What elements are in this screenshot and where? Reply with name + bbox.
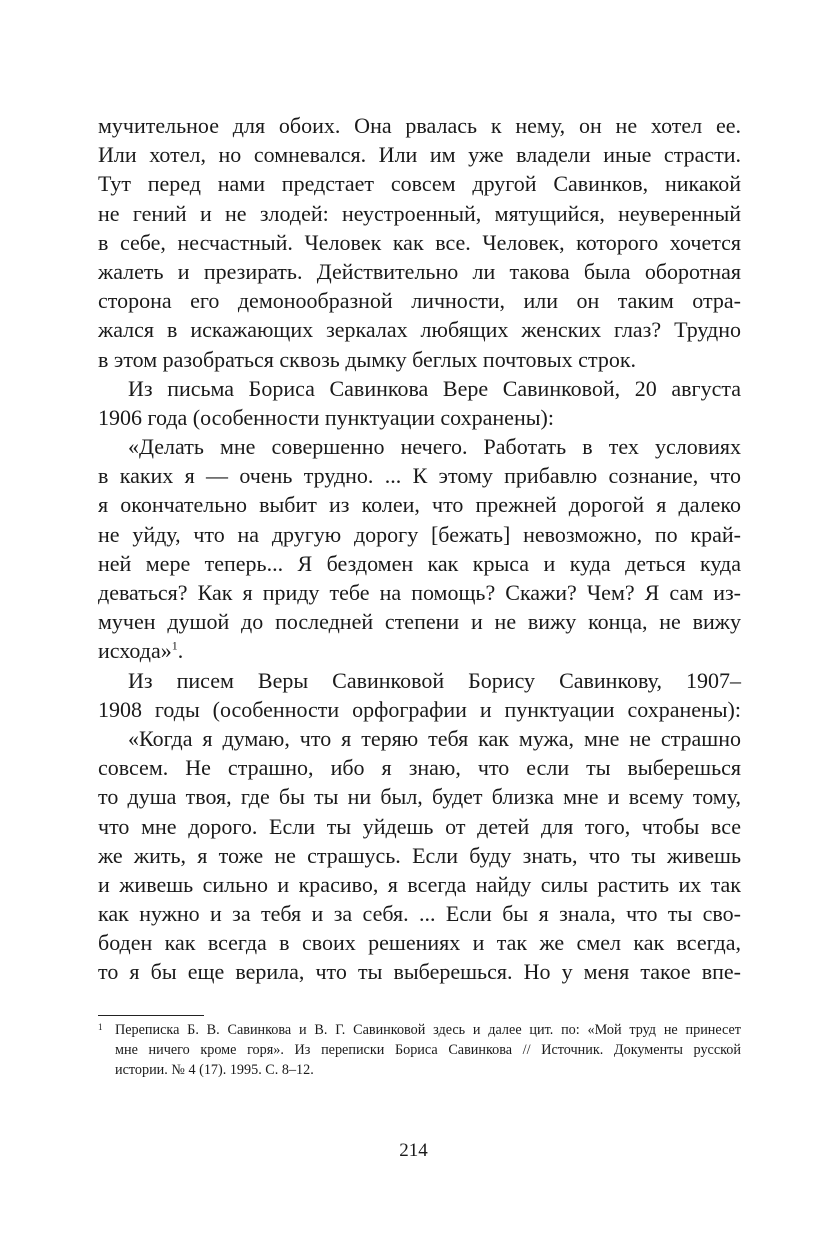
text-line: я окончательно выбит из колеи, что прежней дорогой я далеко	[98, 492, 741, 518]
page-number: 214	[399, 1140, 428, 1161]
text-line: жалеть и презирать. Действительно ли такова была оборотная	[98, 258, 741, 284]
text-line: то душа твоя, где бы ты ни был, будет близка мне и всему тому,	[98, 784, 741, 810]
text-line: деваться? Как я приду тебе на помощь? Скажи? Чем? Я сам из-	[98, 580, 741, 605]
text-line: совсем. Не страшно, ибо я знаю, что если ты выберешься	[98, 755, 741, 781]
paragraph-first-line: Из письма Бориса Савинкова Вере Савинковой, 20 августа	[128, 375, 741, 401]
body-text	[98, 111, 741, 987]
text-line-with-footnote: исхода»$^1$.	[98, 638, 184, 664]
text-line: не уйду, что на другую дорогу [бежать] невозможно, по край-	[98, 521, 741, 547]
text-line: Тут перед нами предстает совсем другой Савинков, никакой	[98, 171, 741, 197]
text-line: ней мере теперь... Я бездомен как крыса и куда деться куда	[98, 550, 741, 576]
text-line: в каких я — очень трудно. ... К этому прибавлю сознание, что	[98, 463, 741, 489]
footnote-reference[interactable]: 1	[171, 639, 178, 654]
text-line: что мне дорого. Если ты уйдешь от детей для того, чтобы все	[98, 813, 741, 839]
text-line: и живешь сильно и красиво, я всегда найду силы растить их так	[98, 871, 741, 897]
text-line: то я бы еще верила, что ты выберешься. Но у меня такое впе-	[98, 959, 741, 985]
text-line: же жить, я тоже не страшусь. Если буду знать, что ты живешь	[98, 842, 741, 868]
text-line: как нужно и за тебя и за себя. ... Если бы я знала, что ты сво-	[98, 901, 741, 927]
text-line: 1906 года (особенности пунктуации сохранены):	[98, 404, 554, 430]
text-line: мучительное для обоих. Она рвалась к нему, он не хотел ее.	[98, 113, 741, 138]
footnote-line: Переписка Б. В. Савинкова и В. Г. Савинковой здесь и далее цит. по: «Мой труд не принесет	[115, 1022, 741, 1038]
paragraph-first-line: Из писем Веры Савинковой Борису Савинкову, 1907–	[128, 667, 741, 693]
text-line: в себе, несчастный. Человек как все. Человек, которого хочется	[98, 229, 741, 255]
text-line: Или хотел, но сомневался. Или им уже владели иные страсти.	[98, 142, 741, 168]
quote-first-line: «Когда я думаю, что я теряю тебя как мужа, мне не страшно	[128, 725, 741, 751]
text-line: сторона его демонообразной личности, или он таким отра-	[98, 288, 741, 314]
footnote-divider	[98, 1015, 204, 1016]
quote-first-line: «Делать мне совершенно нечего. Работать в тех условиях	[128, 434, 741, 460]
text-line: жался в искажающих зеркалах любящих женских глаз? Трудно	[98, 317, 741, 343]
text-line: не гений и не злодей: неустроенный, мятущийся, неуверенный	[98, 200, 741, 226]
text-line: 1908 годы (особенности орфографии и пунктуации сохранены):	[98, 696, 741, 722]
footnote-line: мне ничего кроме горя». Из переписки Бориса Савинкова // Источник. Документы русской	[115, 1042, 741, 1058]
text-line: боден как всегда в своих решениях и так же смел как всегда,	[98, 930, 741, 956]
footnote-marker: 1	[98, 1022, 103, 1032]
text-line: мучен душой до последней степени и не вижу конца, не вижу	[98, 609, 741, 635]
footnote	[98, 1020, 741, 1080]
text-line: в этом разобраться сквозь дымку беглых почтовых строк.	[98, 346, 637, 372]
text-line: исхода»	[98, 638, 172, 664]
footnote-line: истории. № 4 (17). 1995. С. 8–12.	[115, 1062, 314, 1078]
